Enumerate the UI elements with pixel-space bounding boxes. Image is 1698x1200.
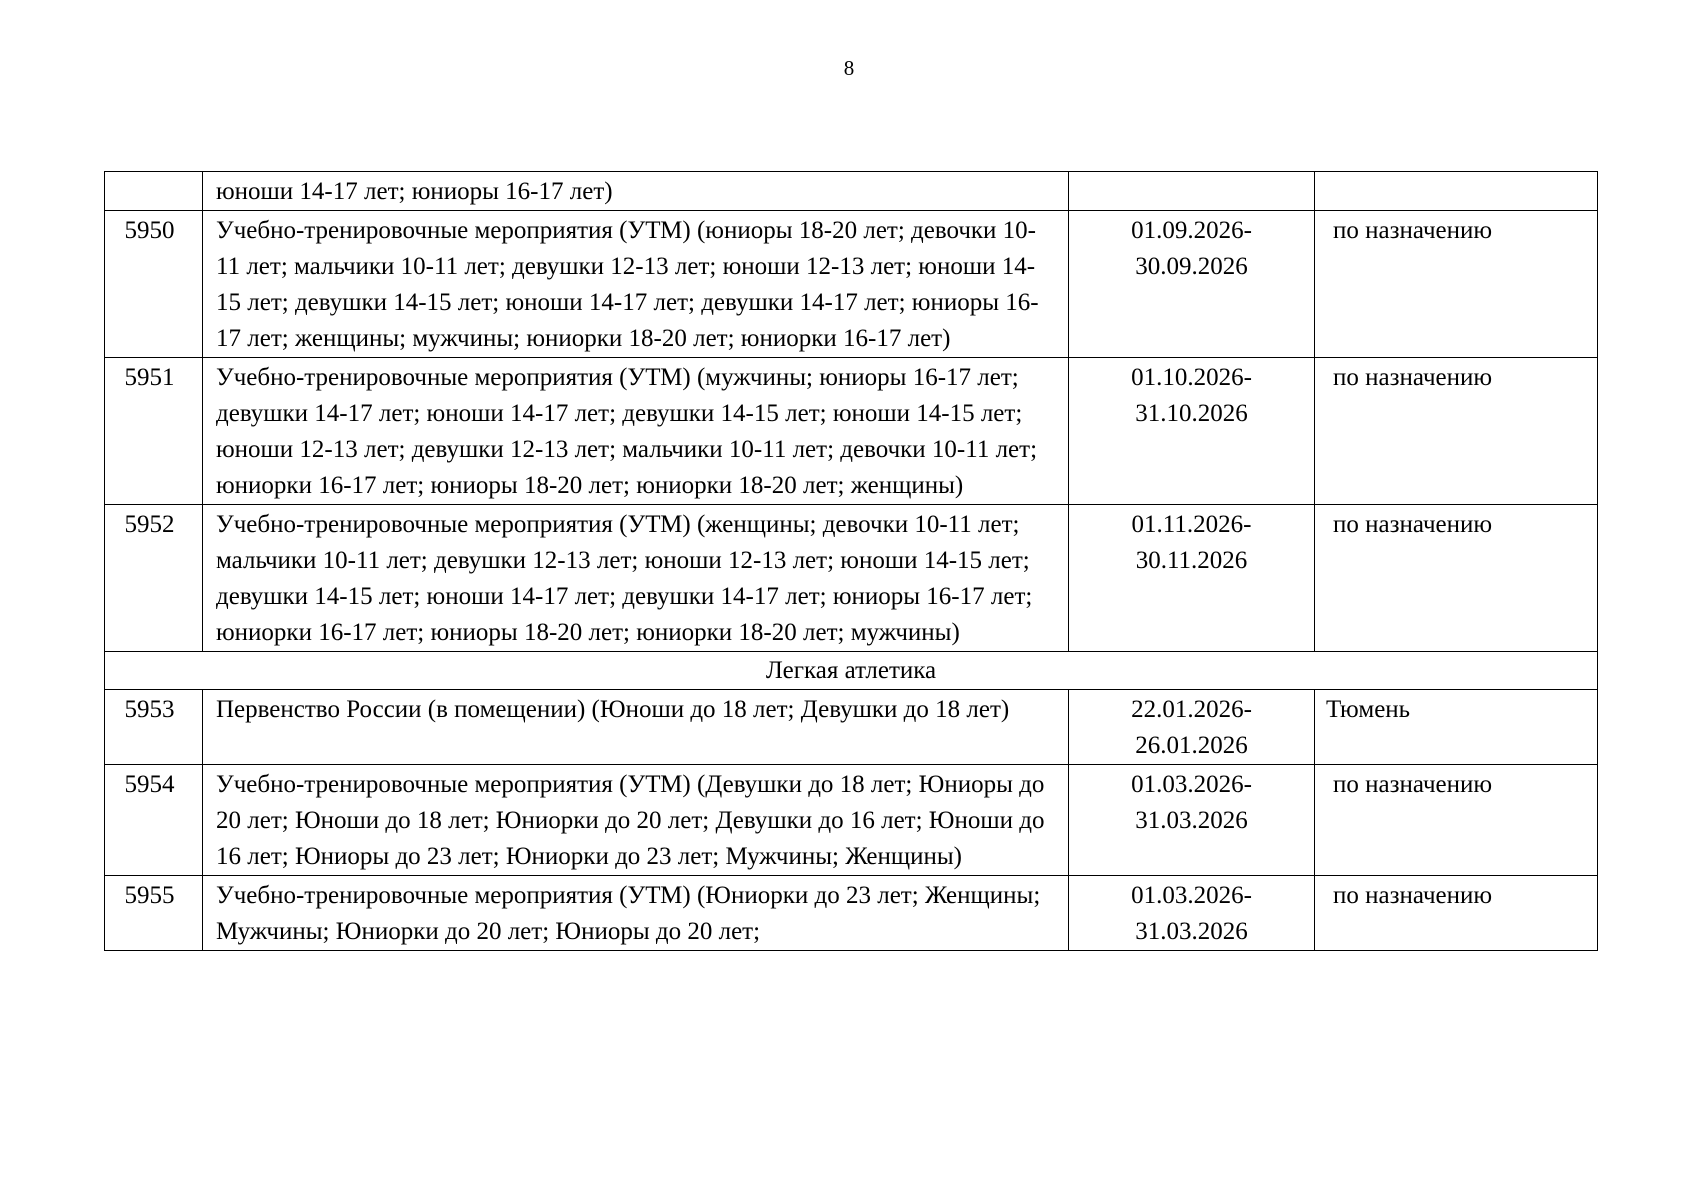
event-place: Тюмень	[1315, 690, 1598, 765]
event-place: по назначению	[1315, 358, 1598, 505]
table-row	[105, 876, 1598, 951]
table-row	[105, 211, 1598, 358]
event-place-cell	[1315, 172, 1598, 211]
event-name: Учебно-тренировочные мероприятия (УТМ) (женщины; девочки 10-11 лет; мальчики 10-11 лет; девушки 12-13 лет; юноши 12-13 лет; юноши 14-15 лет; девушки 14-15 лет; юноши 14-17 лет; девушки 14-17 лет; юниоры 16-17 лет; юниорки 16-17 лет; юниоры 18-20 лет; юниорки 18-20 лет; мужчины)	[203, 505, 1069, 652]
table-row-continuation	[105, 172, 1598, 211]
event-number: 5954	[105, 765, 203, 876]
event-name-cell: юноши 14-17 лет; юниоры 16-17 лет)	[203, 172, 1069, 211]
event-dates	[1069, 690, 1315, 765]
event-date-end: 31.03.2026	[1135, 918, 1248, 945]
event-name: Учебно-тренировочные мероприятия (УТМ) (Девушки до 18 лет; Юниоры до 20 лет; Юноши до 18 лет; Юниорки до 20 лет; Девушки до 16 лет; Юноши до 16 лет; Юниоры до 23 лет; Юниорки до 23 лет; Мужчины; Женщины)	[203, 765, 1069, 876]
event-number-cell	[105, 172, 203, 211]
event-date-end: 31.10.2026	[1135, 400, 1248, 427]
event-date-start: 01.03.2026-	[1131, 771, 1252, 798]
event-date-start: 01.03.2026-	[1131, 882, 1252, 909]
event-place: по назначению	[1315, 211, 1598, 358]
event-number: 5952	[105, 505, 203, 652]
event-dates	[1069, 765, 1315, 876]
event-date-start: 01.10.2026-	[1131, 364, 1252, 391]
event-name: Учебно-тренировочные мероприятия (УТМ) (Юниорки до 23 лет; Женщины; Мужчины; Юниорки до 20 лет; Юниоры до 20 лет;	[203, 876, 1069, 951]
event-dates	[1069, 358, 1315, 505]
event-place: по назначению	[1315, 765, 1598, 876]
event-date-end: 26.01.2026	[1135, 732, 1248, 759]
event-name: Учебно-тренировочные мероприятия (УТМ) (мужчины; юниоры 16-17 лет; девушки 14-17 лет; юноши 14-17 лет; девушки 14-15 лет; юноши 14-15 лет; юноши 12-13 лет; девушки 12-13 лет; мальчики 10-11 лет; девочки 10-11 лет; юниорки 16-17 лет; юниоры 18-20 лет; юниорки 18-20 лет; женщины)	[203, 358, 1069, 505]
event-place: по назначению	[1315, 505, 1598, 652]
event-date-start: 22.01.2026-	[1131, 696, 1252, 723]
event-name: Первенство России (в помещении) (Юноши до 18 лет; Девушки до 18 лет)	[203, 690, 1069, 765]
table-row	[105, 505, 1598, 652]
event-date-end: 30.11.2026	[1135, 547, 1248, 574]
event-dates	[1069, 505, 1315, 652]
event-dates	[1069, 876, 1315, 951]
event-date-start: 01.09.2026-	[1131, 217, 1252, 244]
event-date-end: 30.09.2026	[1135, 253, 1248, 280]
section-header-row	[105, 652, 1598, 690]
event-number: 5951	[105, 358, 203, 505]
table-row	[105, 765, 1598, 876]
page-number: 8	[843, 56, 855, 80]
event-number: 5950	[105, 211, 203, 358]
event-number: 5955	[105, 876, 203, 951]
event-dates	[1069, 211, 1315, 358]
event-date-start: 01.11.2026-	[1131, 511, 1252, 538]
event-number: 5953	[105, 690, 203, 765]
event-dates-cell	[1069, 172, 1315, 211]
event-place: по назначению	[1315, 876, 1598, 951]
section-title: Легкая атлетика	[105, 652, 1598, 690]
table-row	[105, 358, 1598, 505]
events-table	[104, 171, 1598, 951]
event-name: Учебно-тренировочные мероприятия (УТМ) (юниоры 18-20 лет; девочки 10-11 лет; мальчики 10-11 лет; девушки 12-13 лет; юноши 12-13 лет; юноши 14-15 лет; девушки 14-15 лет; юноши 14-17 лет; девушки 14-17 лет; юниоры 16-17 лет; женщины; мужчины; юниорки 18-20 лет; юниорки 16-17 лет)	[203, 211, 1069, 358]
event-date-end: 31.03.2026	[1135, 807, 1248, 834]
table-row	[105, 690, 1598, 765]
